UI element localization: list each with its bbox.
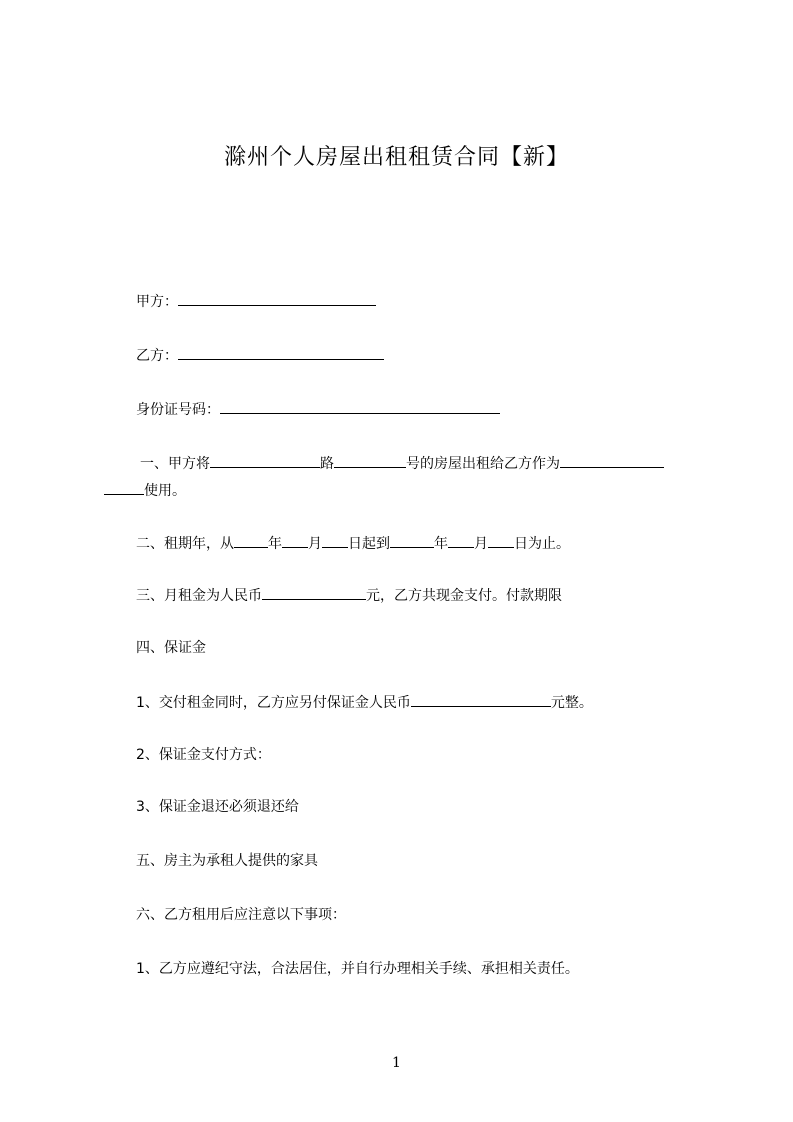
deposit-amount-blank[interactable] bbox=[411, 691, 551, 707]
party-b-blank[interactable] bbox=[178, 344, 384, 360]
party-b-line bbox=[136, 344, 384, 366]
clause-2-prefix: 二、租期年，从 bbox=[136, 536, 234, 552]
clause-1-line-2 bbox=[104, 479, 186, 501]
clause-1-number-blank[interactable] bbox=[334, 452, 406, 468]
clause-6: 六、乙方租用后应注意以下事项： bbox=[136, 907, 346, 923]
id-number-blank[interactable] bbox=[220, 398, 500, 414]
clause-1-purpose-blank-cont[interactable] bbox=[104, 479, 144, 495]
clause-5: 五、房主为承租人提供的家具 bbox=[136, 853, 318, 869]
clause-2-day1-blank[interactable] bbox=[322, 532, 348, 548]
party-a-line bbox=[136, 290, 376, 312]
clause-1-purpose-blank[interactable] bbox=[560, 452, 664, 468]
party-a-blank[interactable] bbox=[178, 290, 376, 306]
clause-2-day2-blank[interactable] bbox=[488, 532, 514, 548]
id-number-line bbox=[136, 398, 500, 420]
clause-4-item-3: 3、保证金退还必须退还给 bbox=[136, 799, 299, 815]
clause-1-line-1 bbox=[140, 452, 664, 474]
party-a-label: 甲方： bbox=[136, 294, 178, 310]
clause-2-year2-blank[interactable] bbox=[390, 532, 434, 548]
clause-2-year1: 年 bbox=[268, 536, 282, 552]
clause-1-number-text: 号的房屋出租给乙方作为 bbox=[406, 456, 560, 472]
clause-3-line bbox=[136, 584, 562, 606]
clause-1-prefix: 一、甲方将 bbox=[140, 456, 210, 472]
document-title: 滁州个人房屋出租租赁合同【新】 bbox=[223, 145, 569, 170]
clause-2-year1-blank[interactable] bbox=[234, 532, 268, 548]
clause-6-item-1: 1、乙方应遵纪守法，合法居住，并自行办理相关手续、承担相关责任。 bbox=[136, 961, 579, 977]
clause-3-rent-blank[interactable] bbox=[262, 584, 366, 600]
clause-3-suffix: 元，乙方共现金支付。付款期限 bbox=[366, 588, 562, 604]
clause-2-month2-blank[interactable] bbox=[448, 532, 474, 548]
clause-1-suffix: 使用。 bbox=[144, 483, 186, 499]
clause-2-day-from: 日起到 bbox=[348, 536, 390, 552]
clause-2-month1-blank[interactable] bbox=[282, 532, 308, 548]
page-number: 1 bbox=[392, 1055, 401, 1071]
clause-4-heading: 四、保证金 bbox=[136, 640, 206, 656]
clause-4-item-1 bbox=[136, 691, 593, 713]
id-number-label: 身份证号码： bbox=[136, 402, 220, 418]
clause-1-road-blank[interactable] bbox=[210, 452, 320, 468]
clause-2-month2: 月 bbox=[474, 536, 488, 552]
clause-4-item-1-prefix: 1、交付租金同时，乙方应另付保证金人民币 bbox=[136, 695, 411, 711]
clause-1-road: 路 bbox=[320, 456, 334, 472]
clause-2-year2: 年 bbox=[434, 536, 448, 552]
clause-4-item-1-suffix: 元整。 bbox=[550, 695, 593, 711]
party-b-label: 乙方： bbox=[136, 348, 178, 364]
clause-2-day-to: 日为止。 bbox=[514, 536, 570, 552]
clause-3-prefix: 三、月租金为人民币 bbox=[136, 588, 262, 604]
clause-4-item-2: 2、保证金支付方式： bbox=[136, 747, 271, 763]
clause-2-line bbox=[136, 532, 570, 554]
clause-2-month1: 月 bbox=[308, 536, 322, 552]
